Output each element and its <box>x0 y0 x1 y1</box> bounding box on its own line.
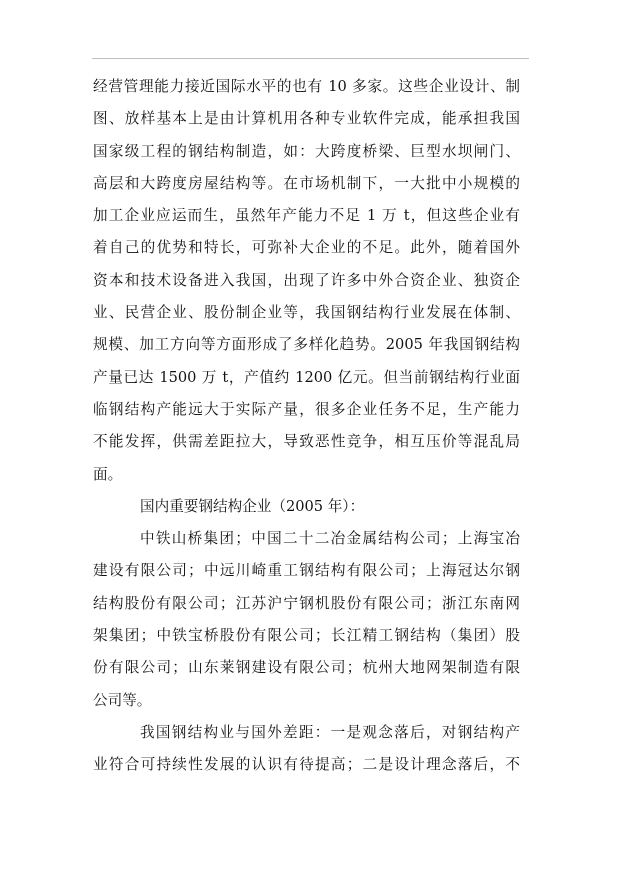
body-text <box>93 71 520 782</box>
text-line: 份有限公司；山东莱钢建设有限公司；杭州大地网架制造有限 <box>93 659 520 677</box>
text-line: 临钢结构产能远大于实际产量，很多企业任务不足，生产能力 <box>93 400 520 418</box>
text-line: 建设有限公司；中远川崎重工钢结构有限公司；上海冠达尔钢 <box>93 562 520 580</box>
header-rule <box>92 58 529 59</box>
text-line: 我国钢结构业与国外差距：一是观念落后，对钢结构产 <box>140 723 520 741</box>
text-line: 结构股份有限公司；江苏沪宁钢机股份有限公司；浙江东南网 <box>93 594 520 612</box>
text-line: 不能发挥，供需差距拉大，导致恶性竞争，相互压价等混乱局 <box>93 433 520 451</box>
text-line: 着自己的优势和特长，可弥补大企业的不足。此外，随着国外 <box>93 239 520 257</box>
text-line: 业符合可持续性发展的认识有待提高；二是设计理念落后，不 <box>93 756 520 774</box>
text-line: 业、民营企业、股份制企业等，我国钢结构行业发展在体制、 <box>93 304 520 322</box>
text-line: 加工企业应运而生，虽然年产能力不足 1 万 t，但这些企业有 <box>93 207 520 225</box>
text-line: 图、放样基本上是由计算机用各种专业软件完成，能承担我国 <box>93 110 520 128</box>
text-line: 高层和大跨度房屋结构等。在市场机制下，一大批中小规模的 <box>93 174 520 192</box>
text-line: 架集团；中铁宝桥股份有限公司；长江精工钢结构（集团）股 <box>93 627 520 645</box>
text-line: 公司等。 <box>93 691 152 709</box>
text-line: 国家级工程的钢结构制造，如：大跨度桥梁、巨型水坝闸门、 <box>93 142 520 160</box>
text-line: 产量已达 1500 万 t，产值约 1200 亿元。但当前钢结构行业面 <box>93 368 520 386</box>
text-line: 经营管理能力接近国际水平的也有 10 多家。这些企业设计、制 <box>93 78 520 95</box>
text-line: 规模、加工方向等方面形成了多样化趋势。2005 年我国钢结构 <box>93 336 520 354</box>
text-line: 中铁山桥集团；中国二十二冶金属结构公司；上海宝冶 <box>140 530 520 548</box>
text-line: 资本和技术设备进入我国，出现了许多中外合资企业、独资企 <box>93 271 520 289</box>
section-heading: 国内重要钢结构企业（2005 年）： <box>140 497 365 515</box>
text-line: 面。 <box>93 465 123 483</box>
